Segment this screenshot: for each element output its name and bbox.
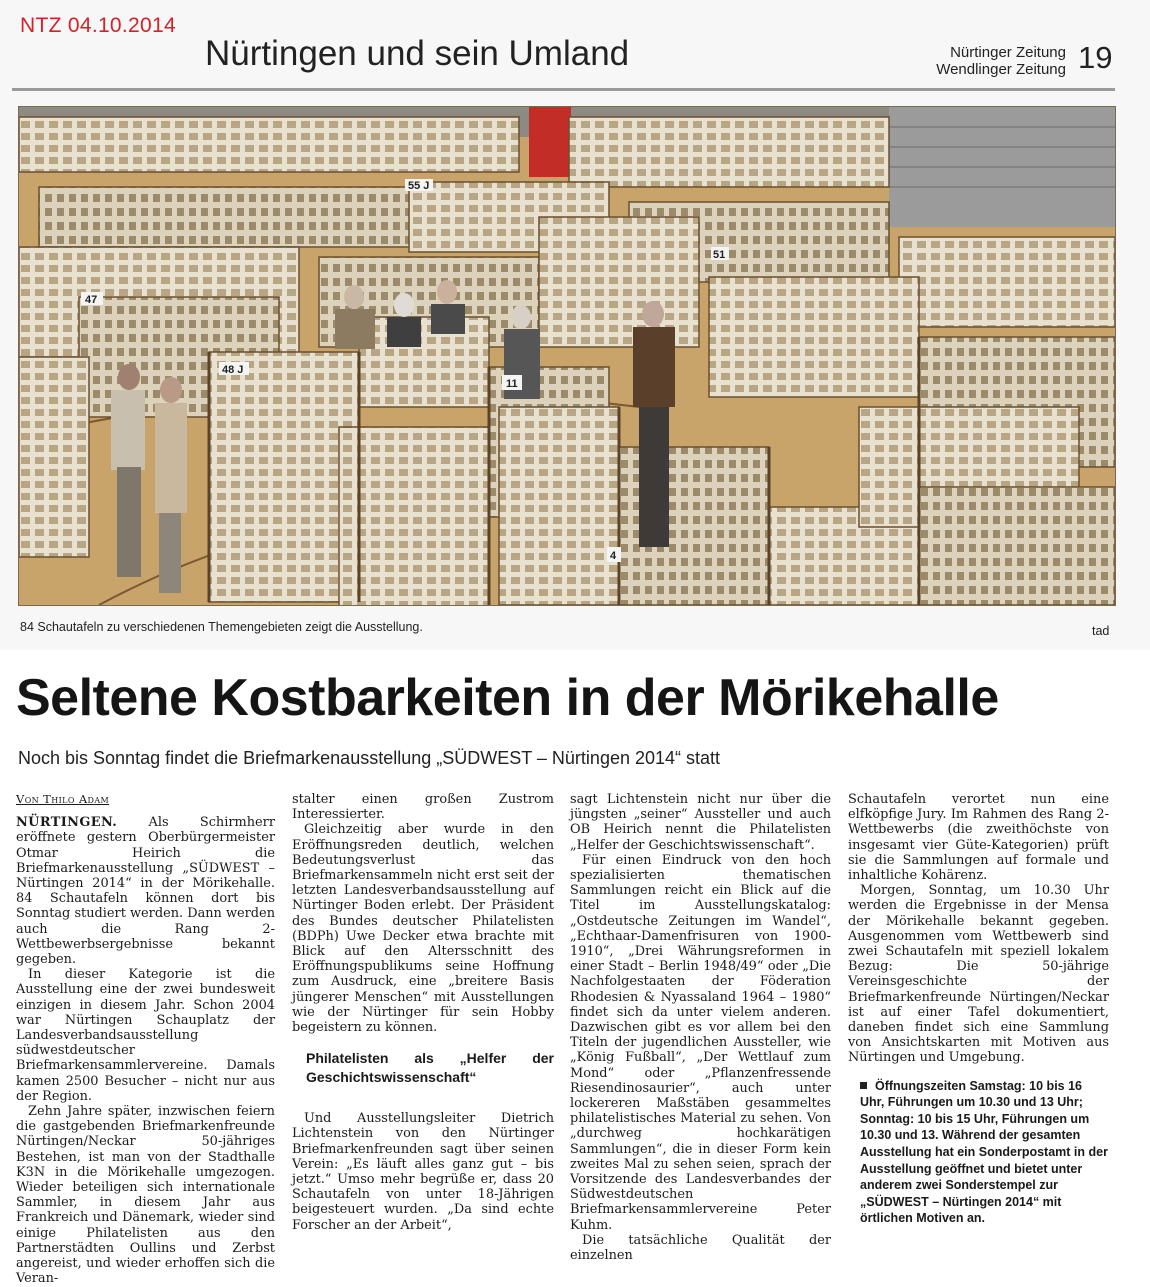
paragraph: Und Ausstellungsleiter Dietrich Lichtenstein von den Nürtinger Briefmarkenfreunden sagt über seinen Verein: „Es läuft alles ganz gut – bis jetzt.“ Umso mehr begrüße er, dass 20 Schautafeln von unter 18-Jährigen beigesteuert wurden. „Da sind echte Forscher an der Arbeit“,	[292, 1111, 554, 1233]
panel-number-label: 4	[610, 550, 617, 562]
paragraph: sagt Lichtenstein nicht nur über die jüngsten „seiner“ Aussteller und auch OB Heirich nennt die Philatelisten „Helfer der Geschichtswissenschaft“.	[570, 792, 831, 853]
bullet-square-icon	[860, 1082, 867, 1089]
photo-caption: 84 Schautafeln zu verschiedenen Themengebieten zeigt die Ausstellung.	[20, 620, 423, 634]
article-column-1	[16, 792, 275, 1287]
panel-number-label: 11	[506, 378, 518, 390]
paragraph: Die tatsächliche Qualität der einzelnen	[570, 1232, 831, 1264]
paragraph: Zehn Jahre später, inzwischen feiern die gastgebenden Briefmarkenfreunde Nürtingen/Neckar 50-jähriges Bestehen, ist man von der Stadthalle K3N in die Mörikehalle umgezogen. Wieder beteiligen sich internationale Sammler, in diesem Jahr aus Frankreich und Dänemark, wieder sind einige Philatelisten aus den Partnerstädten Oullins und Zerbst angereist, und wieder erhoffen sich die Veran-	[16, 1104, 275, 1287]
panel-number-label: 51	[713, 249, 726, 261]
header-rule	[12, 88, 1115, 91]
exhibition-hall-illustration	[19, 107, 1115, 605]
article-column-4	[848, 792, 1109, 1227]
panel-number-label: 48 J	[222, 364, 244, 376]
article-intertitle: Philatelisten als „Helfer der Geschichtswissenschaft“	[306, 1050, 554, 1086]
page-number: 19	[1078, 40, 1113, 75]
byline: Von Thilo Adam	[16, 792, 110, 806]
section-title: Nürtingen und sein Umland	[205, 34, 630, 73]
article-column-2	[292, 792, 554, 1233]
paragraph: Für einen Eindruck von den hoch spezialisierten thematischen Sammlungen reicht ein Blick auf die Titel im Ausstellungskatalog: „Ostdeutsche Zeitungen im Wandel“, „Echthaar-Damenfrisuren von 1900-1910“, „Drei Währungsreformen in einer Stadt – Berlin 1948/49“ oder „Die Nachfolgestaaten der Föderation Rhodesien & Nyassaland 1964 – 1980“ findet sich da unter vielem anderen. Dazwischen gibt es vor allem bei den Titeln der jugendlichen Aussteller, wie „König Fußball“, „Der Wettlauf zum Mond“ oder „Pflanzenfressende Riesendinosaurier“, auch unter lockereren Maßstäben gesammeltes philatelistisches Material zu sehen. Von „durchweg hochkarätigen Sammlungen“, die in dieser Form kein zweites Mal zu sehen seien, sprach der Vorsitzende des Landesverbandes der Südwestdeutschen Briefmarkensammlervereine Peter Kuhm.	[570, 852, 831, 1233]
paragraph: Schautafeln verortet nun eine elfköpfige Jury. Im Rahmen des Rang 2-Wettbewerbs (die zweithöchste von insgesamt vier Güte-Kategorien) prüft sie die Sammlungen auf formale und inhaltliche Kohärenz.	[848, 792, 1109, 884]
panel-number-label: 55 J	[408, 180, 430, 192]
exhibition-photo	[18, 106, 1116, 606]
opening-hours-text: Öffnungszeiten Samstag: 10 bis 16 Uhr, Führungen um 10.30 und 13 Uhr; Sonntag: 10 bis 15 Uhr, Führungen um 10.30 und 13. Während der gesamten Ausstellung hat ein Sonderpostamt in der Ausstellung geöffnet und bietet unter anderem zwei Sonderstempel zur „SÜDWEST – Nürtingen 2014“ mit örtlichen Motiven an.	[860, 1078, 1108, 1226]
paragraph: In dieser Kategorie ist die Ausstellung eine der zwei bundesweit einzigen in diesem Jahr. Schon 2004 war Nürtingen Schauplatz der Landesverbandsausstellung südwestdeutscher Briefmarkensammlervereine. Damals kamen 2500 Besucher – nicht nur aus der Region.	[16, 967, 275, 1104]
paper-name-line-2: Wendlinger Zeitung	[936, 61, 1066, 78]
article-subheadline: Noch bis Sonntag findet die Briefmarkenausstellung „SÜDWEST – Nürtingen 2014“ statt	[18, 748, 721, 768]
panel-number-label: 47	[85, 294, 98, 306]
paragraph: stalter einen großen Zustrom Interessierter.	[292, 792, 554, 823]
paper-name-line-1: Nürtinger Zeitung	[950, 44, 1066, 61]
article-column-3	[570, 792, 831, 1263]
opening-hours-box	[860, 1078, 1109, 1227]
date-stamp: NTZ 04.10.2014	[20, 14, 176, 37]
photo-credit: tad	[1092, 624, 1110, 638]
newspaper-name	[870, 44, 1066, 78]
paragraph: Gleichzeitig aber wurde in den Eröffnungsreden deutlich, welchen Bedeutungsverlust das Briefmarkensammeln nicht erst seit der letzten Landesverbandsausstellung auf Nürtinger Boden erlebt. Der Präsident des Bundes deutscher Philatelisten (BDPh) Uwe Decker etwa brachte mit Blick auf den Altersschnitt des Eröffnungspublikums seine Hoffnung zum Ausdruck, eine „breitere Basis jüngerer Menschen“ mit Ausstellungen wie der Nürtinger für sein Hobby begeistern zu können.	[292, 822, 554, 1036]
paragraph	[16, 815, 275, 967]
paragraph: Morgen, Sonntag, um 10.30 Uhr werden die Ergebnisse in der Mensa der Mörikehalle bekannt gegeben. Ausgenommen vom Wettbewerb sind zwei Schautafeln mit speziell lokalem Bezug: Die 50-jährige Vereinsgeschichte der Briefmarkenfreunde Nürtingen/Neckar ist auf einer Tafel dokumentiert, daneben findet sich eine Sammlung von Ansichtskarten mit Motiven aus Nürtingen und Umgebung.	[848, 883, 1109, 1066]
paragraph-text: Als Schirmherr eröffnete gestern Oberbürgermeister Otmar Heirich die Briefmarkenausstellung „SÜDWEST – Nürtingen 2014“ in der Mörikehalle. 84 Schautafeln können dort bis Sonntag studiert werden. Dann werden auch die Rang 2-Wettbewerbsergebnisse bekannt gegeben.	[16, 815, 275, 968]
article-headline: Seltene Kostbarkeiten in der Mörikehalle	[16, 669, 999, 727]
dateline: NÜRTINGEN.	[16, 815, 118, 831]
